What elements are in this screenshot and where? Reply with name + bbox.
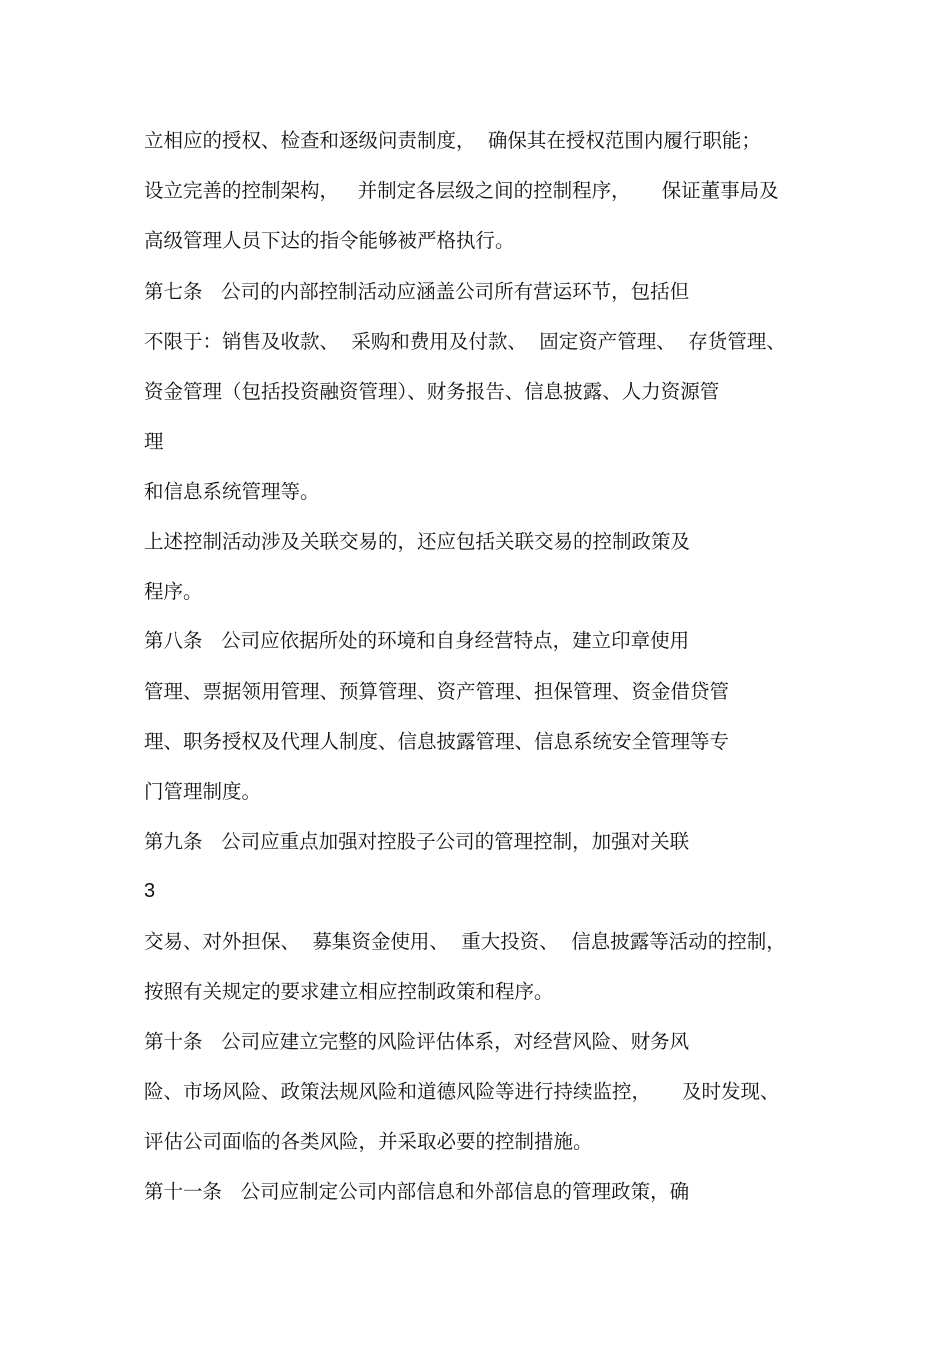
text-line: 理、职务授权及代理人制度、信息披露管理、信息系统安全管理等专 (144, 730, 730, 753)
article-9-heading-line: 第九条 公司应重点加强对控股子公司的管理控制，加强对关联 (144, 830, 690, 853)
text-line: 按照有关规定的要求建立相应控制政策和程序。 (144, 980, 554, 1003)
article-11-heading-line: 第十一条 公司应制定公司内部信息和外部信息的管理政策，确 (144, 1180, 690, 1203)
text-line: 门管理制度。 (144, 780, 262, 803)
text-line: 立相应的授权、检查和逐级问责制度， 确保其在授权范围内履行职能； (144, 129, 761, 152)
text-line: 设立完善的控制架构， 并制定各层级之间的控制程序， 保证董事局及 (144, 179, 779, 202)
text-line: 和信息系统管理等。 (144, 480, 320, 503)
text-line: 评估公司面临的各类风险，并采取必要的控制措施。 (144, 1130, 593, 1153)
text-line: 不限于：销售及收款、 采购和费用及付款、 固定资产管理、 存货管理、 (144, 330, 786, 353)
text-line: 程序。 (144, 580, 203, 603)
article-7-heading-line: 第七条 公司的内部控制活动应涵盖公司所有营运环节，包括但 (144, 280, 690, 303)
text-line: 交易、对外担保、 募集资金使用、 重大投资、 信息披露等活动的控制， (144, 930, 786, 953)
page-number: 3 (144, 880, 156, 902)
text-line: 险、市场风险、政策法规风险和道德风险等进行持续监控， 及时发现、 (144, 1080, 780, 1103)
text-line: 资金管理（包括投资融资管理）、财务报告、信息披露、人力资源管 (144, 380, 720, 403)
text-line: 上述控制活动涉及关联交易的，还应包括关联交易的控制政策及 (144, 530, 691, 553)
text-line: 理 (144, 430, 164, 453)
article-10-heading-line: 第十条 公司应建立完整的风险评估体系，对经营风险、财务风 (144, 1030, 690, 1053)
text-line: 管理、票据领用管理、预算管理、资产管理、担保管理、资金借贷管 (144, 680, 730, 703)
article-8-heading-line: 第八条 公司应依据所处的环境和自身经营特点，建立印章使用 (144, 629, 690, 652)
text-line: 高级管理人员下达的指令能够被严格执行。 (144, 229, 515, 252)
